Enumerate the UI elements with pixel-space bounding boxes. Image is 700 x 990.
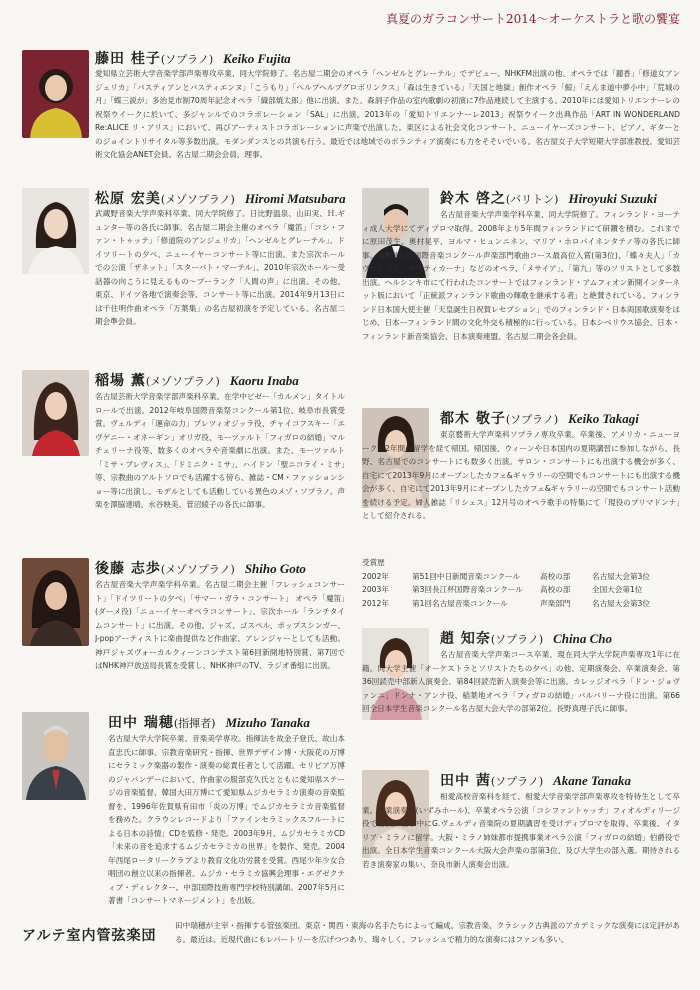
portrait-photo xyxy=(22,712,89,800)
portrait-photo xyxy=(22,558,89,646)
performer-name xyxy=(95,558,306,578)
name-jp: 後藤 志歩 xyxy=(95,561,161,577)
voice-part: (バリトン) xyxy=(505,193,559,206)
name-jp: 都木 敬子 xyxy=(440,411,506,427)
performer-bio: 名古屋大学大学院卒業、音楽美学専攻。指揮法を故金子登氏、故山本直忠氏に師事。宗教音楽研究・指揮、世界デザイン博・大阪花の万博にセラミック楽器の製作・演奏の総責任者として活躍。セリビア万博のジャパンデーにおいて、作曲家の服部克久氏とともに愛知県ステージの音楽監督、韓国大田万博にて愛知県ムジカセラミカ演奏の音楽監督を、1996年佐賀県有田市「炎の万博」でムジカセラミカ音楽監督を務めた。クラウンレコードより「ファインセラミックスフルートによる日本の詩情」CDを監修・発売。2003年9月、ムジカセラミカCD「未来の音を追求するムジカセラミカの世界」を製作、発売。2004年西尾ロータリークラブより教育文化功労賞を受賞。西尾少年少女合唱団の創立以来の指揮者。ムジカ・セラミカ協興会理事・エグゼクティブ・ディレクター。中部国際技術専門学校特別講師。2007年5月に著書「コンサートマネージメント」を出版。 xyxy=(108,734,345,905)
voice-part: (メゾソプラノ) xyxy=(160,563,235,576)
name-en: Mizuho Tanaka xyxy=(225,715,310,730)
award-row: 2012年 第1回名古屋音楽コンクール 声楽部門 名古屋大会第3位 xyxy=(362,598,650,608)
performer-name xyxy=(95,188,346,208)
name-en: Akane Tanaka xyxy=(553,773,632,788)
performer-bio: 東京藝術大学声楽科ソプラノ専攻卒業。卒業後、アメリカ・ニューヨークの2年間の留学を経て帰国。帰国後、ウィーンや日本国内の夏期講習に参加しながら、長野、名古屋でのコンサートにも数多く出演。サロン・コンサートにも出演する機会が多く、自宅にて2013年9月にオープンしたカフェ&ギャラリーの空間でもコンサートにも出演する機会が多く、自宅にて2013年9月にオープンしたカフェ&ギャラリーの空間でもコンサート活動を続ける予定。婦人雑誌「リシェス」12月号のオペラ歌手の特集にて「現役のプリマドンナ」として紹介される。 xyxy=(362,430,680,520)
awards-label: 受賞歴 xyxy=(362,558,385,567)
award-row: 2002年 第51回中日新聞音楽コンクール 高校の部 名古屋大会第3位 xyxy=(362,571,650,581)
performer-name xyxy=(95,370,299,390)
voice-part: (メゾソプラノ) xyxy=(160,193,235,206)
concert-title: 真夏のガラコンサート2014〜オーケストラと歌の饗宴 xyxy=(385,12,680,26)
awards-list xyxy=(362,556,680,610)
name-jp: 田中 瑞穂 xyxy=(108,715,174,731)
performer-name xyxy=(440,408,639,428)
name-jp: 松原 宏美 xyxy=(95,191,161,207)
voice-part: (ソプラノ) xyxy=(160,53,214,66)
performer-bio: 武蔵野音楽大学声楽科卒業、同大学院修了。日比野温泉、山田実、Ｈ.ギュンター等の各氏に師事。名古屋二期会主催のオペラ「魔笛」「コシ・ファン・トゥッテ」「修道院のアンジェリカ」「ヘンゼルとグレーテル」、ドイツリートの夕べ、ニューイヤーコンサート等に出演。また宗次ホールでの公演「ザネット」「スターバト・マーテル」、2010年宗次ホール〜受話器の向こうに見えるもの〜プーランク「人間の声」に出演。その他、東京、ドイツ各地で演奏会等、コンサート等に出演。2014年9月13日には千住明作曲オペラ「万葉集」の名古屋初演を予定している。名古屋二期会準会員。 xyxy=(95,209,345,326)
portrait-photo xyxy=(22,188,89,274)
name-en: Keiko Fujita xyxy=(223,51,291,66)
portrait-photo xyxy=(22,50,89,138)
name-jp: 趙 知奈 xyxy=(440,631,491,647)
performer-bio: 相愛高校音楽科を経て、相愛大学音楽学部声楽専攻を特待生として卒業。卒業演奏会(いずみホール)、卒業オペラ公演「コシファントゥッテ」フィオルディリージ役で出演。在学中にG.ヴェルディ音楽院の夏期講習を受けディプロマを取得。卒業後、イタリア・ミラノに留学。大阪・ミラノ姉妹都市提携事業オペラ公演「フィガロの結婚」伯爵役で出演。全日本学生音楽コンクール大阪大会声楽の部第3位、及び大学生の部入選。期待される若き演奏家の集い、奈良市新人演奏会出演。 xyxy=(362,792,680,869)
name-en: Keiko Takagi xyxy=(568,411,639,426)
name-jp: 稲場 薫 xyxy=(95,373,146,389)
name-en: Hiromi Matsubara xyxy=(244,191,346,206)
voice-part: (メゾソプラノ) xyxy=(145,375,220,388)
name-en: Kaoru Inaba xyxy=(229,373,299,388)
name-jp: 藤田 桂子 xyxy=(95,51,161,67)
performer-bio: 名古屋音楽大学声楽学科卒業。名古屋二期会主催「フレッシュコンサート」「ドイツリートの夕べ」「サマー・ガラ・コンサート」 オペラ「魔笛」(ダーメ役)「ニューイヤーオペラコンサート」、宗次ホール「ランチタイムコンサート」に出演。その他、ジャズ、ゴスペル、ポップスシンガー、J-popアーティストに楽曲提供など作曲家、アレンジャーとしても活動。神戸ジャズヴォーカルクィーンコンテスト第6回新開地特別賞、第7回ではNHK神戸放送局長賞を受賞し、NHK神戸のTV、ラジオ番組に出演。 xyxy=(95,580,345,670)
performer-name xyxy=(108,712,310,732)
name-jp: 鈴木 啓之 xyxy=(440,191,506,207)
performer-bio: 名古屋音楽大学声楽学科卒業、同大学院修了。フィンランド・ヨーティ成人大学にてディプロマ取得。2008年より5年間フィンランドにて研鑽を積む。これまでに原田茂生、奥村晃平、ヨルマ・ヒュンニネン、マリア・ホロパイネンタテノ等の各氏に師事。第8回大阪国際音楽コンクール声楽部門歌曲コース最高位入賞(第3位)、「蝶々夫人」「カヴァレリア・ルスティカーナ」などのオペラ、「メサイア」、「第九」等のソリストとして多数出演。ヘルシンキ市にて行われたコンサートではフィンランド・アムフィオン新開インターネット版において「正統派フィンランド歌曲の輝歌を継承する者」と絶賛されている。フィンランド日本国大使主催「天皇誕生日祝賀レセプション」でのフィンランド・日本両国歌演奏をはじめ、日本ーフィンランド間の文化外交も積極的に行っている。日本シベリウス協会、日本・フィンランド新音楽協会、日本演奏連盟、名古屋二期会各会員。 xyxy=(362,210,680,341)
name-en: China Cho xyxy=(553,631,613,646)
voice-part: (ソプラノ) xyxy=(490,633,544,646)
performer-name xyxy=(440,188,657,208)
performer-name xyxy=(95,48,291,68)
ensemble-title: アルテ室内管弦楽団 xyxy=(22,928,157,944)
award-row: 2003年 第3回長江杯国際音楽コンクール 高校の部 全国大会第1位 xyxy=(362,585,643,594)
performer-bio: 名古屋芸術大学音楽学部声楽科卒業。在学中ビゼー「カルメン」タイトルロールで出演。2012年岐阜国際音楽祭コンクール第1位、岐阜市長賞受賞。ヴェルディ「運命の力」プレツィオジッラ役、チャイコフスキー「エヴゲニー・オネーギン」オリガ役、モーツァルト「フィガロの結婚」マルチェリーナ役等、数多くのオペラや音楽劇に出演。また、モーツァルト「ミサ・ブレヴィス」、「ドミニク・ミサ」、ハイドン「聖ニコライ・ミサ」等、宗教曲のアルトソロでも活躍する傍ら、雑誌・CM・ファッションショー等に出演し、モデルとしても活動している異色のメゾ・ソプラノ。声楽を澤脇達晴、水谷映美、菅沼綾子の各氏に師事。 xyxy=(95,392,345,509)
performer-bio: 愛知県立芸術大学音楽学部声楽専攻卒業、同大学院修了。名古屋二期会のオペラ「ヘンゼルとグレーテル」でデビュー。NHKFM出演の他、オペラでは「麗香」「修道女アンジェリカ」「バスティアンとバスティエンヌ」「こうもり」「ヘルプヘルプグロボリンクス」「森は生きている」「天国と地獄」創作オペラ「鯨」「えんま道中夢小中」「荒城の月」「蝶三説が」多治見市制70周年記念オペラ「織部焼太郎」他に出演。また、森洞子作品の室内歌劇の初演に7作品連続して主演する。2010年には愛知トリエンナーレの祝祭ウイークに於いて、多ジャンルでのコラボレーション「SAL」に出演。2013年の「愛知トリエンナーレ2013」祝祭ウイーク出典作品「ART IN WONDERLAND Re:ALICE リ・アリス」において、再びアーティストコラボレーションに声楽で出演した。東区による社会文化コンサート、ニューイヤーズコンサート、ピアノ、ギターとのジョイントリサイタル等多数出演。モダンダンスとの共演も行う。最近では地域でのボランティア演奏にも力をそそいでいる。名古屋女子大学短期大学部准教授。愛知芸術文化協会ANET会員。名古屋二期会会員、理事。 xyxy=(95,69,680,159)
voice-part: (指揮者) xyxy=(173,717,216,730)
voice-part: (ソプラノ) xyxy=(490,775,544,788)
name-en: Hiroyuki Suzuki xyxy=(568,191,657,206)
ensemble-bio: 田中瑞穂が主宰・指揮する管弦楽団。東京・関西・東海の名手たちによって編成。宗教音楽、クラシック古典派のアカデミックな演奏には定評がある。最近は、近現代曲にもレパートリーを広げつつあり、瑞々しく、フレッシュで精力的な演奏にはファンも多い。 xyxy=(175,921,680,944)
voice-part: (ソプラノ) xyxy=(505,413,559,426)
performer-name xyxy=(440,628,612,648)
performer-name xyxy=(440,770,631,790)
portrait-photo xyxy=(22,370,89,456)
performer-bio: 名古屋音楽大学声楽コース卒業、現在同大学大学院声楽専攻1年に在籍。同大学主催「オーケストラとソリストたちの夕べ」の他、定期演奏会、卒業演奏会、第36回読売中部新人演奏会、第84回読売新人演奏会等に出演。カレッジオペラ「ドン・ジョヴァンニ」ドンナ・アンナ役、稲葉地オペラ「フィガロの結婚」バルバリーナ役に出演。第66回全日本学生音楽コンクール名古屋大会大学の部第2位。長野真理子氏に師事。 xyxy=(362,650,680,713)
name-jp: 田中 茜 xyxy=(440,773,491,789)
name-en: Shiho Goto xyxy=(244,561,306,576)
